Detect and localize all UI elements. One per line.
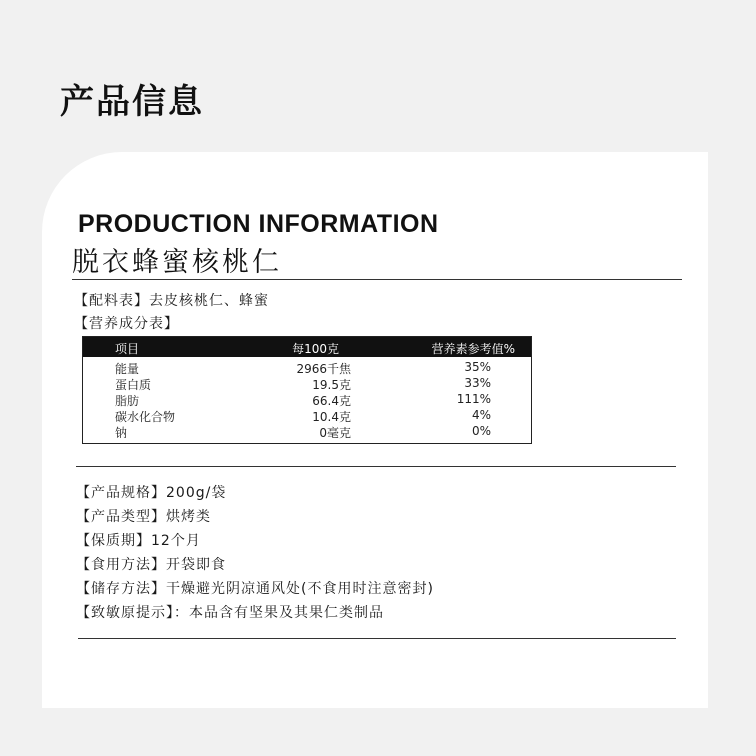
spec-usage: 【食用方法】开袋即食 (76, 557, 226, 573)
nutrition-heading: 【营养成分表】 (74, 316, 179, 332)
header-per100g: 每100克 (292, 342, 339, 356)
table-header-row (83, 337, 531, 357)
english-title: PRODUCTION INFORMATION (78, 210, 439, 238)
ingredients-line: 【配料表】去皮核桃仁、蜂蜜 (74, 293, 269, 309)
table-row (83, 391, 531, 407)
spec-size: 【产品规格】200g/袋 (76, 485, 227, 501)
row-amount: 0毫克 (319, 426, 351, 440)
product-name: 脱衣蜂蜜核桃仁 (72, 247, 282, 278)
spec-storage: 【储存方法】干燥避光阴凉通风处(不食用时注意密封) (76, 581, 434, 597)
spec-type: 【产品类型】烘烤类 (76, 509, 211, 525)
row-nrv: 4% (471, 408, 491, 422)
info-card (42, 152, 708, 708)
row-amount: 19.5克 (312, 378, 351, 392)
row-nrv: 35% (464, 360, 491, 374)
spec-allergen: 【致敏原提示】：本品含有坚果及其果仁类制品 (76, 605, 384, 621)
divider (72, 279, 682, 280)
row-amount: 10.4克 (312, 410, 351, 424)
page-title: 产品信息 (60, 82, 204, 122)
table-row (83, 375, 531, 391)
row-item: 脂肪 (115, 394, 140, 408)
row-nrv: 0% (471, 424, 491, 438)
row-nrv: 111% (456, 392, 491, 406)
spec-shelf-life: 【保质期】12个月 (76, 533, 201, 549)
table-row (83, 407, 531, 423)
row-nrv: 33% (464, 376, 491, 390)
row-item: 碳水化合物 (115, 410, 176, 424)
header-nrv: 营养素参考值% (431, 342, 515, 356)
table-row (83, 423, 531, 439)
table-row (83, 359, 531, 375)
divider (78, 638, 676, 639)
row-item: 蛋白质 (115, 378, 152, 392)
row-amount: 66.4克 (312, 394, 351, 408)
row-item: 钠 (115, 426, 128, 440)
divider (76, 466, 676, 467)
row-amount: 2966千焦 (296, 362, 351, 376)
row-item: 能量 (115, 362, 140, 376)
header-item: 项目 (115, 342, 140, 356)
nutrition-table (82, 336, 532, 444)
